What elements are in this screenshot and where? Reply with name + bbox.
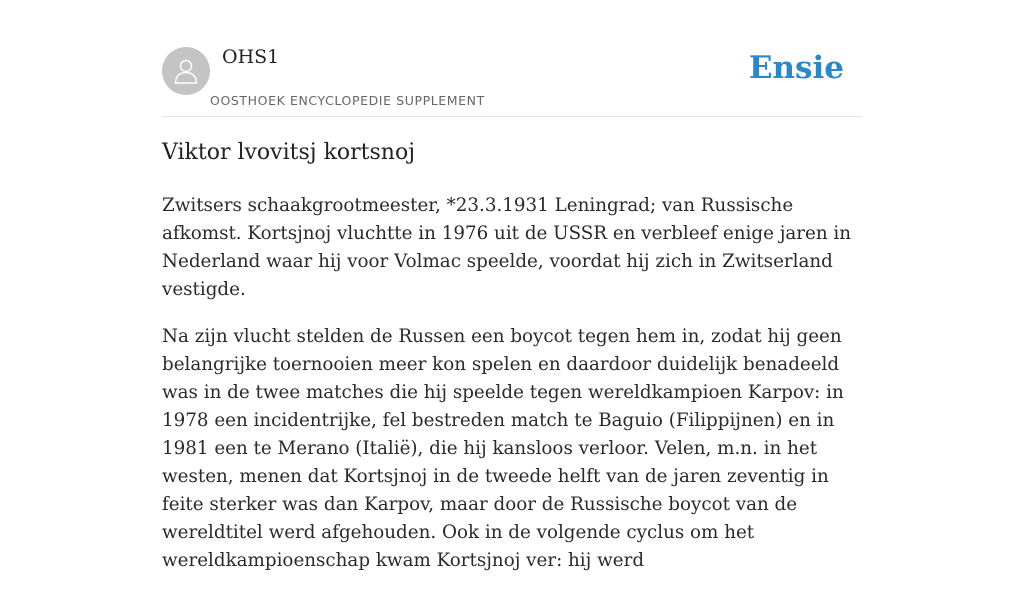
article-paragraph-1: Zwitsers schaakgrootmeester, *23.3.1931 Leningrad; van Russische afkomst. Kortsjnoj vluchtte in 1976 uit de USSR en verbleef enige jaren in Nederland waar hij voor Volmac speelde, voordat hij zich in Zwitserland vestigde. [162, 195, 852, 300]
author-avatar[interactable] [162, 47, 210, 95]
user-silhouette-icon [171, 56, 201, 86]
article-paragraph-2: Na zijn vlucht stelden de Russen een boycot tegen hem in, zodat hij geen belangrijke toernooien meer kon spelen en daardoor duidelijk benadeeld was in de twee matches die hij speelde tegen wereldkampioen Karpov: in 1978 een incidentrijke, fel bestreden match te Baguio (Filippijnen) en in 1981 een te Merano (Italië), die hij kansloos verloor. Velen, m.n. in het westen, menen dat Kortsjnoj in de tweede helft van de jaren zeventig in feite sterker was dan Karpov, maar door de Russische boycot van de wereldtitel werd afgehouden. Ook in de volgende cyclus om het wereldkampioenschap kwam Kortsjnoj ver: hij werd [162, 326, 844, 571]
article-body [162, 192, 862, 594]
article-header [162, 0, 862, 117]
source-label[interactable]: OOSTHOEK ENCYCLOPEDIE SUPPLEMENT [210, 93, 485, 108]
article-page [162, 0, 862, 571]
ensie-logo[interactable]: Ensie [748, 50, 844, 86]
article-title: Viktor lvovitsj kortsnoj [162, 140, 416, 165]
author-name[interactable]: OHS1 [222, 46, 280, 68]
